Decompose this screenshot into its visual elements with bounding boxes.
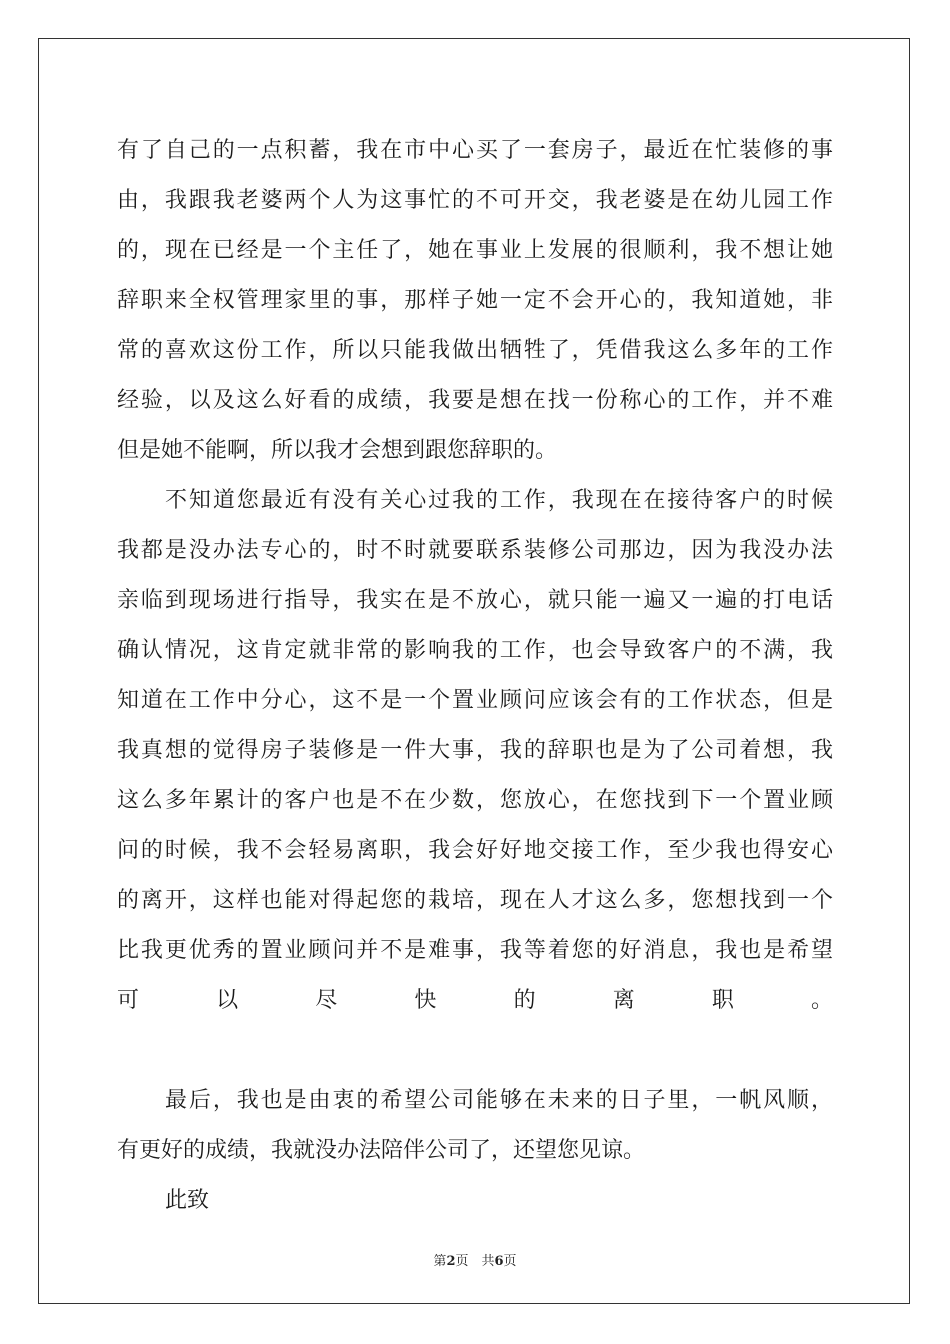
text-line: 但是她不能啊，所以我才会想到跟您辞职的。 — [117, 438, 558, 463]
page-label-prefix: 第 — [433, 1254, 447, 1269]
text-line: 我真想的觉得房子装修是一件大事，我的辞职也是为了公司着想，我 — [117, 738, 833, 763]
text-line — [117, 1026, 833, 1076]
text-line: 这么多年累计的客户也是不在少数，您放心，在您找到下一个置业顾 — [117, 788, 833, 813]
text-line: 可以尽快的离职。 — [117, 988, 833, 1013]
text-line: 比我更优秀的置业顾问并不是难事，我等着您的好消息，我也是希望 — [117, 938, 833, 963]
text-line: 知道在工作中分心，这不是一个置业顾问应该会有的工作状态，但是 — [117, 688, 833, 713]
document-body — [117, 126, 833, 1226]
text-line: 辞职来全权管理家里的事，那样子她一定不会开心的，我知道她，非 — [117, 288, 833, 313]
text-line: 经验，以及这么好看的成绩，我要是想在找一份称心的工作，并不难 — [117, 388, 833, 413]
text-line: 的离开，这样也能对得起您的栽培，现在人才这么多，您想找到一个 — [117, 888, 833, 913]
text-line: 确认情况，这肯定就非常的影响我的工作，也会导致客户的不满，我 — [117, 638, 833, 663]
page-footer — [0, 1250, 950, 1269]
page-label-suffix: 页 — [503, 1254, 517, 1269]
page-total-number: 6 — [494, 1254, 504, 1269]
text-line: 不知道您最近有没有关心过我的工作，我现在在接待客户的时候 — [165, 488, 833, 513]
text-line: 常的喜欢这份工作，所以只能我做出牺牲了，凭借我这么多年的工作 — [117, 338, 833, 363]
page-label-mid: 页 共 — [455, 1254, 495, 1269]
closing-salutation: 此致 — [165, 1188, 210, 1213]
text-line: 有了自己的一点积蓄，我在市中心买了一套房子，最近在忙装修的事 — [117, 138, 833, 163]
text-line: 我都是没办法专心的，时不时就要联系装修公司那边，因为我没办法 — [117, 538, 833, 563]
page-current-number: 2 — [446, 1254, 456, 1269]
text-line: 问的时候，我不会轻易离职，我会好好地交接工作，至少我也得安心 — [117, 838, 833, 863]
text-line: 最后，我也是由衷的希望公司能够在未来的日子里，一帆风顺， — [165, 1088, 833, 1113]
text-line: 亲临到现场进行指导，我实在是不放心，就只能一遍又一遍的打电话 — [117, 588, 833, 613]
text-line: 的，现在已经是一个主任了，她在事业上发展的很顺利，我不想让她 — [117, 238, 833, 263]
text-line: 有更好的成绩，我就没办法陪伴公司了，还望您见谅。 — [117, 1138, 646, 1163]
text-line: 由，我跟我老婆两个人为这事忙的不可开交，我老婆是在幼儿园工作 — [117, 188, 833, 213]
